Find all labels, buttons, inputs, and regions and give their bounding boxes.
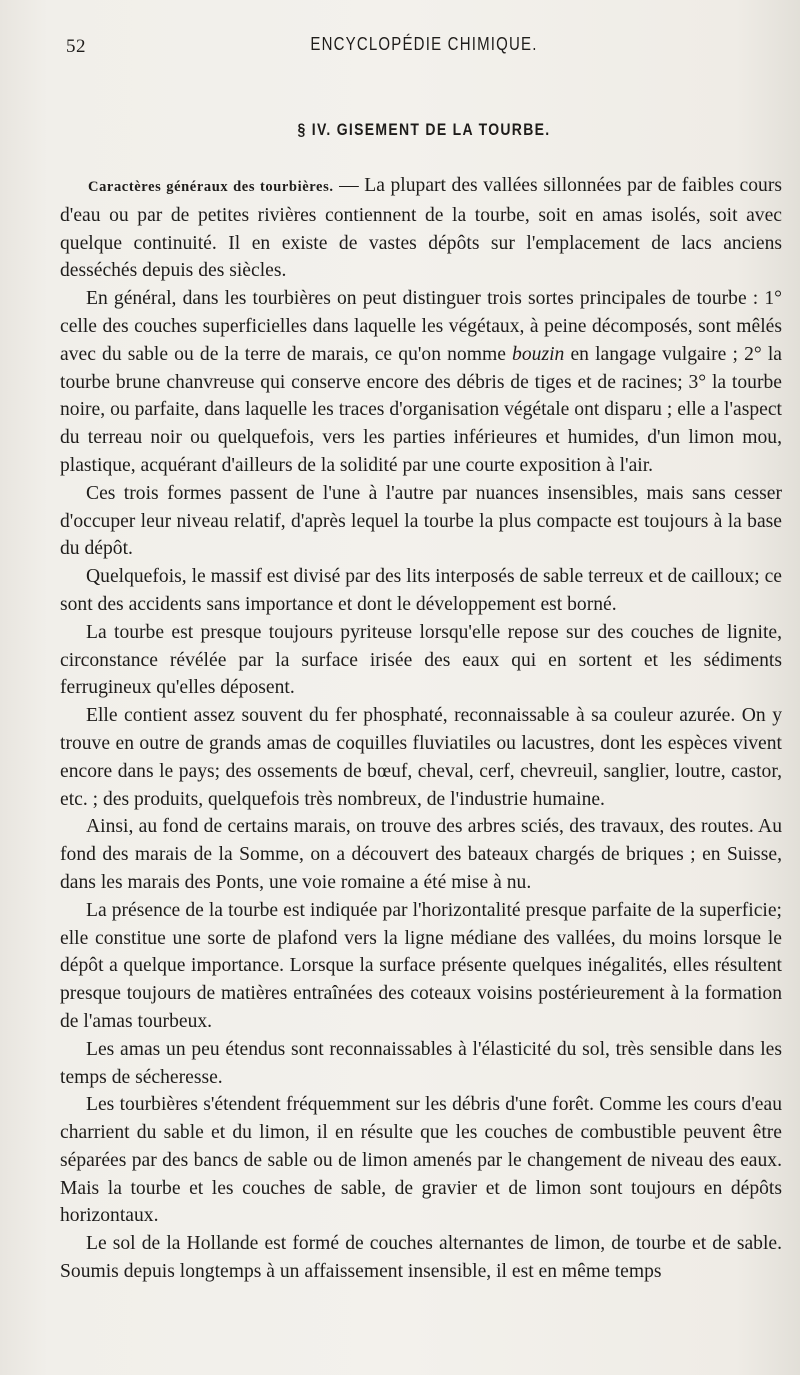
paragraph-5: La tourbe est presque toujours pyriteuse lorsqu'elle repose sur des couches de lignite, circonstance révélée par la surface irisée des eaux qui en sortent et les sédiments ferrugineux qu'elles déposent. (60, 621, 782, 699)
section-heading: § IV. GISEMENT DE LA TOURBE. (297, 119, 551, 139)
running-header (66, 33, 782, 62)
paragraph-7: Ainsi, au fond de certains marais, on trouve des arbres sciés, des travaux, des routes. Au fond des marais de la Somme, on a découvert des bateaux chargés de briques ; en Suisse, dans les marais des Ponts, une voie romaine a été mise à nu. (60, 816, 782, 893)
paragraph-text: — La plupart des vallées sillonnées par de faibles cours d'eau ou par de petites rivières contiennent de la tourbe, soit en amas isolés, soit avec quelque continuité. Il en existe de vastes dépôts sur l'emplacement de lacs anciens desséchés depuis des siècles. (60, 175, 782, 282)
paragraph-11: Le sol de la Hollande est formé de couches alternantes de limon, de tourbe et de sable. Soumis depuis longtemps à un affaissement insensible, il est en même temps (60, 1233, 782, 1283)
body-text (60, 172, 782, 1286)
paragraph-9: Les amas un peu étendus sont reconnaissables à l'élasticité du sol, très sensible dans les temps de sécheresse. (60, 1038, 782, 1088)
page-number: 52 (66, 36, 86, 57)
paragraph-lead-in: Caractères généraux des tourbières. (88, 179, 334, 195)
running-title: ENCYCLOPÉDIE CHIMIQUE. (310, 33, 538, 56)
paragraph-text: En général, dans les tourbières on peut distinguer trois sortes principales de tourbe : 1° celle des couches superficielles dans laquelle les végétaux, à peine décomposés, sont mêlés avec du sable ou de la terre de marais, ce qu'on nomme (60, 288, 782, 365)
paragraph-4: Quelquefois, le massif est divisé par des lits interposés de sable terreux et de cailloux; ce sont des accidents sans importance et dont le développement est borné. (60, 566, 782, 615)
paragraph-10: Les tourbières s'étendent fréquemment sur les débris d'une forêt. Comme les cours d'eau charrient du sable et du limon, il en résulte que les couches de combustible peuvent être séparées par des bancs de sable ou de limon amenés par le changement de niveau des eaux. Mais la tourbe et les couches de sable, de gravier et de limon sont toujours en dépôts horizontaux. (60, 1094, 782, 1227)
paragraph-1 (60, 172, 782, 285)
paragraph-3: Ces trois formes passent de l'une à l'autre par nuances insensibles, mais sans cesser d'occuper leur niveau relatif, d'après lequel la tourbe la plus compacte est toujours à la base du dépôt. (60, 482, 782, 560)
paragraph-6: Elle contient assez souvent du fer phosphaté, reconnaissable à sa couleur azurée. On y trouve en outre de grands amas de coquilles fluviatiles ou lacustres, dont les espèces vivent encore dans le pays; des ossements de bœuf, cheval, cerf, chevreuil, sanglier, loutre, castor, etc. ; des produits, quelquefois très nombreux, de l'industrie humaine. (60, 705, 782, 810)
italic-term: bouzin (512, 343, 565, 365)
paragraph-8: La présence de la tourbe est indiquée par l'horizontalité presque parfaite de la superficie; elle constitue une sorte de plafond vers la ligne médiane des vallées, du moins lorsque le dépôt a quelque importance. Lorsque la surface présente quelques inégalités, elles résultent presque toujours de matières entraînées des coteaux voisins postérieurement à la formation de l'amas tourbeux. (60, 899, 782, 1032)
paragraph-text: en langage vulgaire ; 2° la tourbe brune chanvreuse qui conserve encore des débris de tiges et de racines; 3° la tourbe noire, ou parfaite, dans laquelle les traces d'organisation végétale ont disparu ; elle a l'aspect du terreau noir ou quelquefois, vers les parties inférieures et humides, d'un limon mou, plastique, acquérant d'ailleurs de la solidité par une courte exposition à l'air. (60, 343, 782, 476)
paragraph-2 (60, 285, 782, 480)
